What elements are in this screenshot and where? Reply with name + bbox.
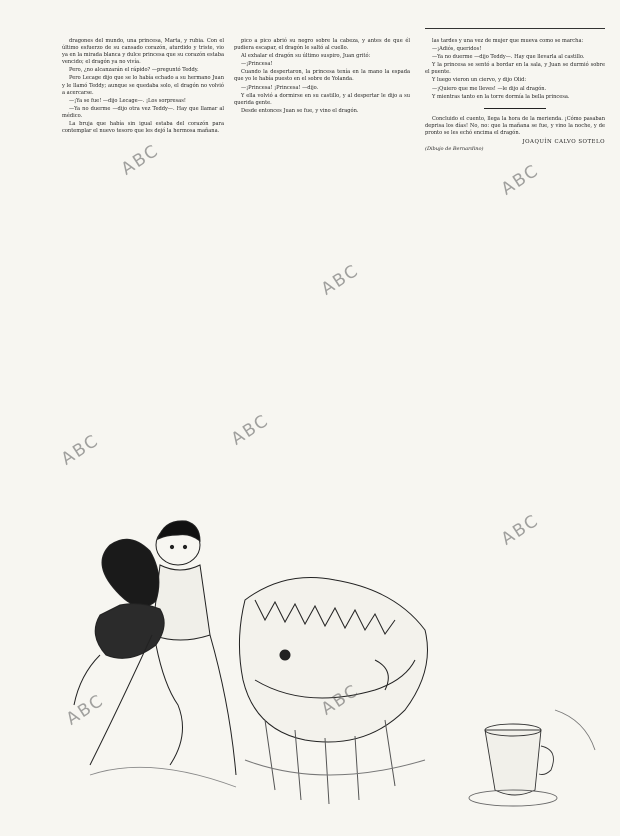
paragraph: —¡Princesa! ¡Princesa! —dijo. xyxy=(241,84,319,91)
paragraph: Cuando la despertaron, la princesa tenía en la mano la espada que yo le había puesto en el sobre de Yolanda. xyxy=(234,69,410,83)
paragraph: —¡Adiós, queridos! xyxy=(432,46,482,53)
tableware-illustration xyxy=(455,690,605,820)
illustration-credit: (Dibujo de Bernardino) xyxy=(425,146,484,153)
paragraph: —Ya no duerme —dijo otra vez Teddy—. Hay que llamar al médico. xyxy=(62,105,224,119)
paragraph: Y luego vieron un ciervo, y dijo Olid: xyxy=(432,77,527,84)
section-divider xyxy=(484,108,546,109)
watermark: ABC xyxy=(317,680,364,720)
watermark: ABC xyxy=(62,690,109,730)
child-with-dog-illustration xyxy=(60,505,240,795)
text-column-2 xyxy=(234,38,410,116)
paragraph: La bruja que había sin igual estaba del corazón para contemplar el nuevo tesoro que les dejó la hermosa mañana. xyxy=(62,121,224,135)
paragraph: Pero Lecage dijo que se lo había echado a su hermano Juan y le llamó Teddy; aunque se quedaba solo, el dragón no volvió a acercarse. xyxy=(62,75,224,96)
watermark: ABC xyxy=(227,410,274,450)
paragraph: pico a pico abrió su negro sobre la cabeza, y antes de que él pudiera escapar, el dragón le saltó al cuello. xyxy=(234,38,410,52)
paragraph: Pero, ¿no alcanzarán el rápido? —preguntó Teddy. xyxy=(69,67,199,74)
paragraph: —¡Quiero que me lleves! —le dijo al dragón. xyxy=(432,85,547,92)
paragraph: —¡Princesa! xyxy=(241,61,273,68)
watermark: ABC xyxy=(497,160,544,200)
paragraph: dragones del mundo, una princesa, Marta, y rubia. Con el último esfuerzo de su cansado corazón, aturdido y triste, vio ya en la mirada blanca y dulce princesa que su corazón estaba vencido; el dragón ya no vivía. xyxy=(62,38,224,66)
watermark: ABC xyxy=(317,260,364,300)
paragraph: —Ya no duerme —dijo Teddy—. Hay que llevarla al castillo. xyxy=(432,54,585,61)
author-signature: JOAQUÍN CALVO SOTELO xyxy=(522,139,605,146)
paragraph: —¡Ya se fue! —dijo Lecage—. ¡Los sorpresas! xyxy=(69,97,186,104)
paragraph: Al exhalar el dragón su último suspiro, Juan gritó: xyxy=(241,53,371,60)
paragraph: las tardes y una vez de mujer que mueva como se marcha: xyxy=(432,38,584,44)
top-rule xyxy=(425,28,605,29)
text-column-1 xyxy=(62,38,224,136)
paragraph: Y mientras tanto en la torre dormía la bella princesa. xyxy=(432,93,570,100)
paragraph: Desde entonces Juan se fue, y vino el dragón. xyxy=(241,107,359,114)
watermark: ABC xyxy=(497,510,544,550)
dragon-illustration xyxy=(225,560,440,810)
paragraph: Concluido el cuento, llega la hora de la merienda. ¡Cómo pasaban deprisa los días! No, no: que la mañana se fue, y vino la noche, y de pronto se les echó encima el dragón. xyxy=(425,115,605,136)
text-column-3 xyxy=(425,38,605,154)
watermark: ABC xyxy=(117,140,164,180)
watermark: ABC xyxy=(57,430,104,470)
paragraph: Y la princesa se sentó a bordar en la sala, y Juan se durmió sobre el puente. xyxy=(425,62,605,76)
paragraph: Y ella volvió a dormirse en su castillo, y al despertar le dijo a su querida gente. xyxy=(234,92,410,106)
